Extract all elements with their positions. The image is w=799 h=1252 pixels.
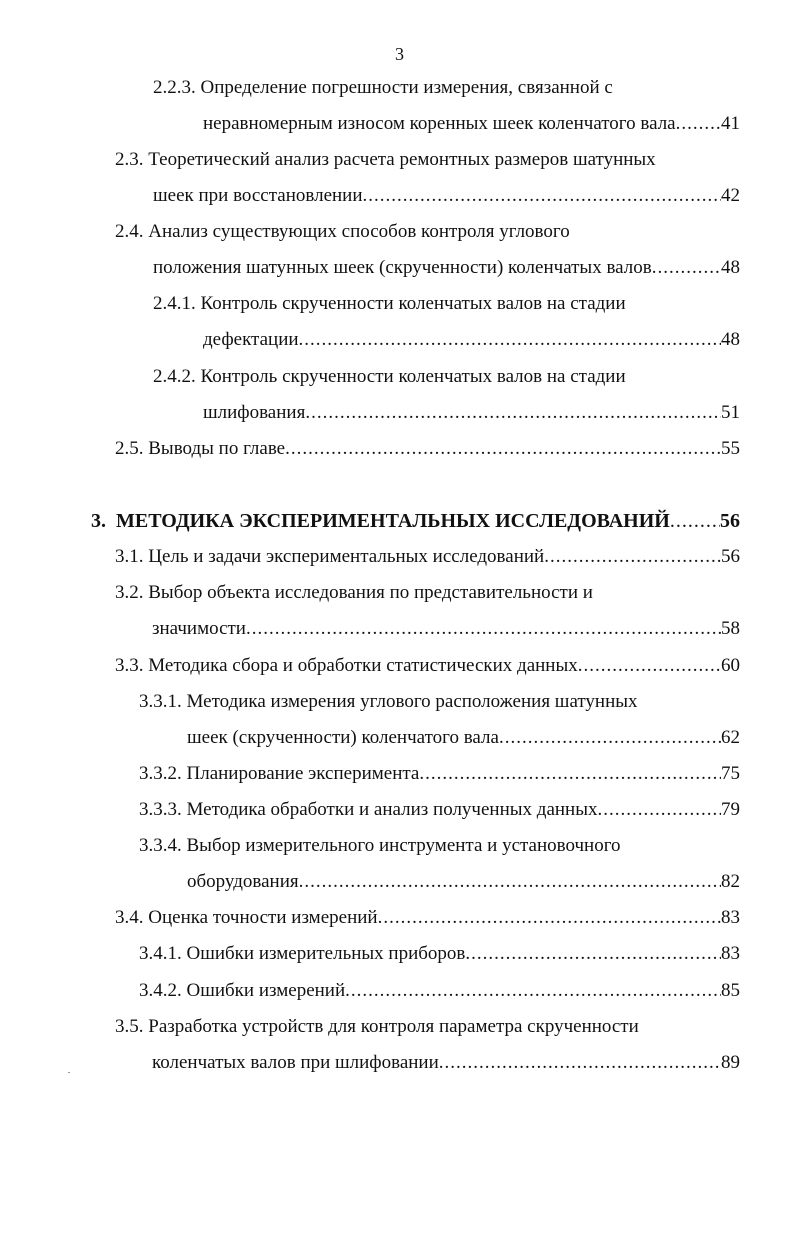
toc-entry-3-3-4-line1: 3.3.4. Выбор измерительного инструмента и установочного <box>139 835 621 856</box>
toc-entry-3-3-1-line1: 3.3.1. Методика измерения углового расположения шатунных <box>139 691 638 712</box>
toc-entry-3-3: 3.3. Методика сбора и обработки статистических данных ..... 60 <box>115 653 740 679</box>
toc-page-ref: 60 <box>721 655 740 676</box>
toc-entry-3-2-line2: значимости ..... 58 <box>152 616 740 642</box>
toc-page-ref: 48 <box>721 329 740 350</box>
toc-page-ref: 56 <box>720 510 740 532</box>
toc-page-ref: 82 <box>721 871 740 892</box>
toc-entry-2-2-3-line1: 2.2.3. Определение погрешности измерения, связанной с <box>153 77 613 98</box>
toc-entry-2-4-1-line1: 2.4.1. Контроль скрученности коленчатых валов на стадии <box>153 293 626 314</box>
toc-page-ref: 83 <box>721 907 740 928</box>
toc-entry-3-3-4-line2: оборудования ..... 82 <box>187 869 740 895</box>
toc-chapter-3: 3. МЕТОДИКА ЭКСПЕРИМЕНТАЛЬНЫХ ИССЛЕДОВАНИЙ ..... 56 <box>91 508 740 534</box>
toc-entry-3-5-line1: 3.5. Разработка устройств для контроля параметра скрученности <box>115 1016 639 1037</box>
toc-entry-3-3-2: 3.3.2. Планирование эксперимента ..... 75 <box>139 761 740 787</box>
toc-page-ref: 56 <box>721 546 740 567</box>
toc-entry-3-3-3: 3.3.3. Методика обработки и анализ полученных данных ..... 79 <box>139 797 740 823</box>
toc-page-ref: 51 <box>721 402 740 423</box>
toc-page-ref: 42 <box>721 185 740 206</box>
toc-entry-2-3-line2: шеек при восстановлении ..... 42 <box>153 183 740 209</box>
toc-page-ref: 89 <box>721 1052 740 1073</box>
scan-speck <box>68 1072 70 1073</box>
toc-entry-2-2-3-line2: неравномерным износом коренных шеек коленчатого вала ..... 41 <box>203 111 740 137</box>
toc-page-ref: 83 <box>721 943 740 964</box>
toc-entry-3-3-1-line2: шеек (скрученности) коленчатого вала ..... 62 <box>187 725 740 751</box>
toc-entry-3-4: 3.4. Оценка точности измерений ..... 83 <box>115 905 740 931</box>
toc-page-ref: 79 <box>721 799 740 820</box>
toc-entry-2-4-2-line1: 2.4.2. Контроль скрученности коленчатых валов на стадии <box>153 366 626 387</box>
toc-entry-2-4-line1: 2.4. Анализ существующих способов контроля углового <box>115 221 570 242</box>
toc-entry-2-5: 2.5. Выводы по главе ..... 55 <box>115 436 740 462</box>
toc-page-ref: 58 <box>721 618 740 639</box>
toc-page-ref: 75 <box>721 763 740 784</box>
toc-entry-3-4-2: 3.4.2. Ошибки измерений ..... 85 <box>139 978 740 1004</box>
toc-page-ref: 55 <box>721 438 740 459</box>
toc-page-ref: 85 <box>721 980 740 1001</box>
toc-page-ref: 62 <box>721 727 740 748</box>
toc-entry-2-4-2-line2: шлифования ..... 51 <box>203 400 740 426</box>
toc-page-ref: 48 <box>721 257 740 278</box>
toc-entry-3-5-line2: коленчатых валов при шлифовании ..... 89 <box>152 1050 740 1076</box>
toc-entry-3-4-1: 3.4.1. Ошибки измерительных приборов ..... 83 <box>139 941 740 967</box>
toc-page-ref: 41 <box>721 113 740 134</box>
toc-entry-2-4-line2: положения шатунных шеек (скрученности) коленчатых валов ..... 48 <box>153 255 740 281</box>
toc-entry-2-3-line1: 2.3. Теоретический анализ расчета ремонтных размеров шатунных <box>115 149 656 170</box>
toc-entry-3-2-line1: 3.2. Выбор объекта исследования по представительности и <box>115 582 593 603</box>
toc-entry-3-1: 3.1. Цель и задачи экспериментальных исследований ..... 56 <box>115 544 740 570</box>
page-number: 3 <box>395 44 404 64</box>
toc-entry-2-4-1-line2: дефектации ..... 48 <box>203 327 740 353</box>
